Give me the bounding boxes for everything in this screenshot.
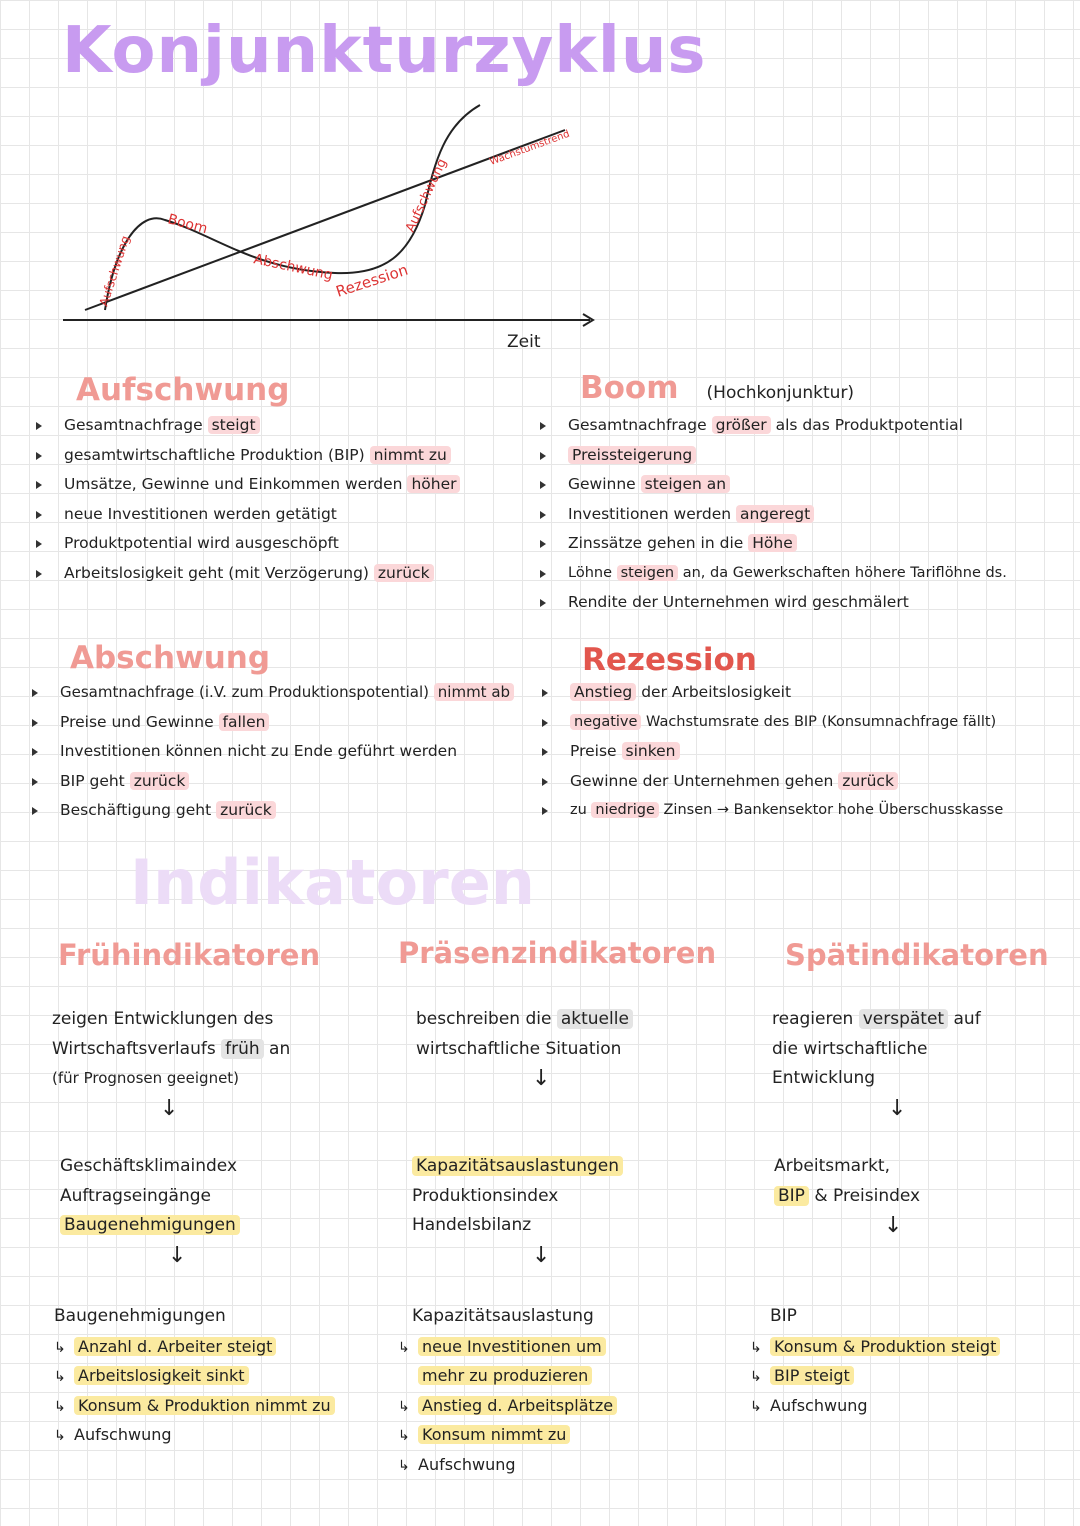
arrow-down-icon: ↓ (532, 1066, 551, 1091)
hook-arrow-icon: ↳ (750, 1339, 762, 1356)
list-item: Löhne steigen an, da Gewerkschaften höhere Tariflöhne ds. (568, 559, 1007, 589)
list-item: ↳ Anzahl d. Arbeiter steigt (54, 1332, 335, 1362)
frueh-list-item: Baugenehmigungen (60, 1211, 240, 1241)
col-spaet-list (774, 1152, 920, 1240)
list-item: Preise und Gewinne fallen (60, 708, 514, 738)
diagram-label-boom: Boom (165, 211, 210, 238)
diagram-label-aufschwung-left: Aufschwung (96, 234, 133, 308)
list-item: ↳ Arbeitslosigkeit sinkt (54, 1361, 335, 1391)
arrow-down-icon: ↓ (168, 1242, 187, 1268)
list-item: Gesamtnachfrage größer als das Produktpotential (568, 411, 1007, 441)
list-item: neue Investitionen werden getätigt (64, 500, 460, 530)
list-item: ↳ Aufschwung (54, 1420, 335, 1450)
frueh-desc-line1: zeigen Entwicklungen des (52, 1009, 274, 1029)
list-rezession (570, 678, 1003, 826)
heading-spaetindikatoren: Spätindikatoren (785, 938, 1049, 972)
spaet-list-item: BIP & Preisindex (774, 1182, 920, 1212)
frueh-example-title: Baugenehmigungen (54, 1306, 226, 1326)
axis-label-zeit: Zeit (507, 332, 541, 352)
diagram-label-aufschwung-right: Aufschwung (403, 156, 451, 235)
col-praesenz-example (398, 1302, 617, 1479)
hook-arrow-icon: ↳ (54, 1339, 66, 1356)
list-item: ↳ Konsum & Produktion steigt (750, 1332, 1000, 1362)
hook-arrow-icon: ↳ (398, 1428, 410, 1444)
praesenz-desc-line1: beschreiben die aktuelle (416, 1005, 633, 1035)
list-item: negative Wachstumsrate des BIP (Konsumnachfrage fällt) (570, 708, 1003, 738)
list-item: gesamtwirtschaftliche Produktion (BIP) nimmt zu (64, 441, 460, 471)
list-item: Preise sinken (570, 737, 1003, 767)
spaet-example-title: BIP (770, 1306, 797, 1326)
frueh-list-item: Geschäftsklimaindex (60, 1156, 238, 1176)
list-item: ↳ Aufschwung (398, 1450, 617, 1480)
indikatoren-title: Indikatoren (130, 846, 535, 919)
list-item: Arbeitslosigkeit geht (mit Verzögerung) zurück (64, 559, 460, 589)
diagram-label-trend: Wachstumstrend (488, 128, 572, 168)
boom-aside: (Hochkonjunktur) (706, 383, 855, 403)
list-item: ↳ Anstieg d. Arbeitsplätze (398, 1391, 617, 1421)
arrow-down-icon: ↓ (532, 1242, 551, 1268)
frueh-list-item: Auftragseingänge (60, 1185, 211, 1206)
business-cycle-diagram (55, 95, 615, 355)
arrow-down-icon: ↓ (884, 1213, 903, 1238)
list-item: Gesamtnachfrage (i.V. zum Produktionspotential) nimmt ab (60, 678, 514, 708)
praesenz-list-item: Handelsbilanz (412, 1215, 532, 1235)
arrow-down-icon: ↓ (160, 1095, 179, 1121)
list-item: Gewinne steigen an (568, 470, 1007, 500)
list-item: Gewinne der Unternehmen gehen zurück (570, 767, 1003, 797)
hook-arrow-icon: ↳ (54, 1369, 66, 1385)
praesenz-example-title: Kapazitätsauslastung (412, 1306, 594, 1326)
list-aufschwung (64, 411, 460, 588)
frueh-desc-line3: (für Prognosen geeignet) (52, 1069, 240, 1087)
col-frueh-desc (52, 1005, 290, 1123)
hook-arrow-icon: ↳ (750, 1398, 762, 1415)
page-title: Konjunkturzyklus (62, 14, 707, 88)
spaet-desc-line2: die wirtschaftliche (772, 1038, 928, 1059)
list-item: Gesamtnachfrage steigt (64, 411, 460, 441)
hook-arrow-icon: ↳ (398, 1339, 410, 1356)
list-item: Investitionen können nicht zu Ende geführt werden (60, 737, 514, 767)
hook-arrow-icon: ↳ (398, 1398, 410, 1415)
frueh-desc-line2: Wirtschaftsverlaufs früh an (52, 1038, 291, 1059)
list-item: BIP geht zurück (60, 767, 514, 797)
list-item: ↳ Konsum & Produktion nimmt zu (54, 1391, 335, 1421)
list-item: ↳ neue Investitionen um (398, 1332, 617, 1362)
praesenz-list-item: Kapazitätsauslastungen (412, 1152, 623, 1182)
list-item: zu niedrige Zinsen → Bankensektor hohe Überschusskasse (570, 796, 1003, 826)
col-spaet-desc (772, 1005, 981, 1123)
arrow-down-icon: ↓ (888, 1095, 907, 1121)
list-abschwung (60, 678, 514, 826)
hook-arrow-icon: ↳ (54, 1428, 66, 1444)
list-item: Preissteigerung (568, 441, 1007, 471)
spaet-desc-line3: Entwicklung (772, 1068, 876, 1088)
list-item: Investitionen werden angeregt (568, 500, 1007, 530)
heading-abschwung: Abschwung (70, 640, 271, 676)
col-frueh-list (60, 1152, 240, 1270)
list-item: Beschäftigung geht zurück (60, 796, 514, 826)
list-item: ↳ BIP steigt (750, 1361, 1000, 1391)
hook-arrow-icon: ↳ (750, 1369, 762, 1385)
list-item: Zinssätze gehen in die Höhe (568, 529, 1007, 559)
praesenz-desc-line2: wirtschaftliche Situation (416, 1038, 622, 1059)
col-spaet-example (750, 1302, 1000, 1420)
spaet-list-item: Arbeitsmarkt, (774, 1156, 890, 1176)
list-item: mehr zu produzieren (398, 1361, 617, 1391)
list-boom (568, 411, 1007, 618)
list-item: ↳ Konsum nimmt zu (398, 1420, 617, 1450)
list-item: Produktpotential wird ausgeschöpft (64, 529, 460, 559)
heading-aufschwung: Aufschwung (76, 372, 290, 408)
heading-boom (580, 370, 854, 406)
boom-heading-text: Boom (580, 370, 679, 406)
diagram-label-rezession: Rezession (333, 260, 411, 301)
list-item: Rendite der Unternehmen wird geschmälert (568, 588, 1007, 618)
col-frueh-example (54, 1302, 335, 1450)
list-item: Anstieg der Arbeitslosigkeit (570, 678, 1003, 708)
heading-fruehindikatoren: Frühindikatoren (58, 938, 321, 972)
diagram-label-abschwung: Abschwung (252, 251, 335, 284)
col-praesenz-desc (416, 1005, 633, 1093)
praesenz-list-item: Produktionsindex (412, 1185, 559, 1206)
list-item: Umsätze, Gewinne und Einkommen werden höher (64, 470, 460, 500)
heading-rezession: Rezession (582, 642, 757, 678)
hook-arrow-icon: ↳ (54, 1398, 66, 1415)
col-praesenz-list (412, 1152, 623, 1270)
heading-praesenzindikatoren: Präsenzindikatoren (398, 936, 717, 970)
list-item: ↳ Aufschwung (750, 1391, 1000, 1421)
hook-arrow-icon: ↳ (398, 1457, 410, 1474)
spaet-desc-line1: reagieren verspätet auf (772, 1009, 981, 1029)
